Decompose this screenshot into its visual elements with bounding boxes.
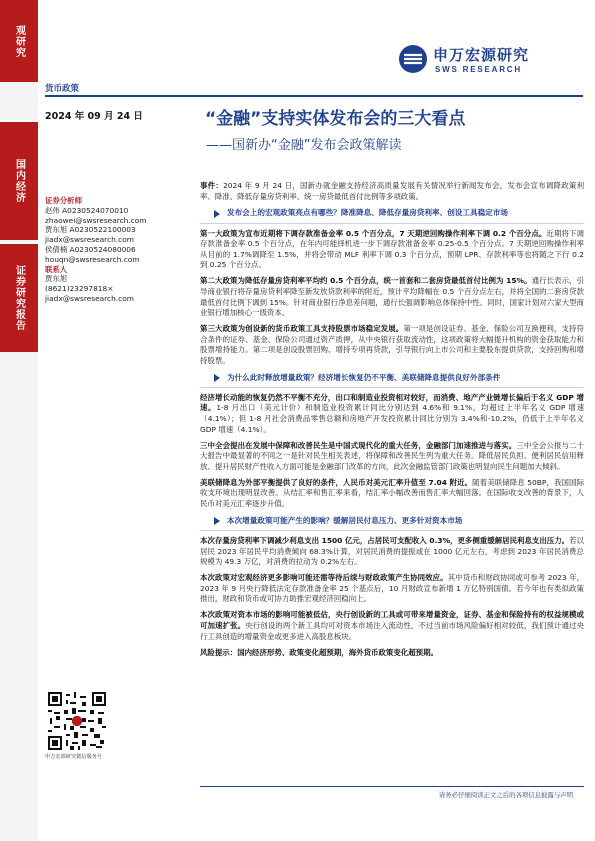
analyst-line[interactable]: zhaowei@swsresearch.com	[45, 215, 147, 225]
strip-tag-domestic-economy: 国内经济	[0, 120, 38, 240]
section-divider	[200, 387, 584, 388]
analyst-line[interactable]: houqn@swsresearch.com	[45, 254, 140, 264]
event-paragraph: 事件：2024 年 9 月 24 日，国新办就金融支持经济高质量发展有关情况举行新闻发布会，发布会宣布调降政策利率、降准、降低存量房贷利率、统一房贷最低首付比例等多项政策。	[200, 181, 585, 201]
paragraph: 第一大政策为宣布近期将下调存款准备金率 0.5 个百分点，7 天期逆回购操作利率下调 0.2 个百分点。近期将下调存款准备金率 0.5 个百分点，在年内可能择机进一步下调存款准备金率 0.25-0.5 个百分点。7 天期逆回购操作利率从目前的 1.7%调降至 1.5%，并将会带动 MLF 利率下调 0.3 个百分点，预期 LPR、存款利率等也将随之下行 0.2 到 0.25 个百分点。	[200, 228, 584, 270]
report-title: “金融”支持实体发布会的三大看点	[205, 109, 466, 129]
section-heading: 发布会上的宏观政策亮点有哪些？降准降息、降低存量房贷利率、创设工具稳定市场	[200, 208, 584, 220]
section-heading: 为什么此时释放增量政策？经济增长恢复仍不平衡、美联储降息提供良好外部条件	[200, 372, 584, 384]
header-divider	[45, 95, 583, 97]
report-date: 2024 年 09 月 24 日	[45, 111, 143, 122]
section-heading: 本次增量政策可能产生的影响？缓解居民付息压力、更多针对资本市场	[200, 515, 584, 527]
qr-code-icon	[48, 692, 106, 750]
contact-line: (8621)23297818×	[45, 284, 114, 294]
strip-tag-research: 观研究	[0, 0, 38, 82]
footer-divider	[200, 786, 584, 787]
contact-label: 联系人	[45, 264, 68, 274]
analyst-line: 贾东旭 A0230522100003	[45, 225, 136, 235]
contact-line[interactable]: jiadx@swsresearch.com	[45, 293, 134, 303]
paragraph: 本次政策对资本市场的影响可能被低估，央行创设新的工具或可带来增量资金，证券、基金和保险持有的权益规模或可加速扩张。央行创设的两个新工具均可对资本市场注入流动性，不过当前市场风险偏好相对较低，我们预计通过央行工具创造的增量资金或更多进入高股息板块。	[200, 610, 584, 641]
report-subtitle: ——国新办“金融”发布会政策解读	[206, 138, 402, 153]
qr-caption: 申万宏源研究微信服务号	[45, 754, 103, 760]
risk-paragraph: 风险提示：国内经济形势、政策变化超预期，海外货币政策变化超预期。	[200, 647, 438, 657]
brand-name-en: SWS RESEARCH	[435, 65, 522, 74]
paragraph: 第二大政策为降低存量房贷利率平均约 0.5 个百分点，统一首套和二套房贷最低首付比例为 15%。通行长表示，引导商业银行将存量房贷利率降至新发放贷款利率的附近，预计平均降幅在 0.5 个百分点左右，并将全国的二套房贷款最低首付比例下调到 15%。针对商业银行净息差问题，通行长强调影响总体保持中性。同时，国家计划对六家大型商业银行增加核心一级资本。	[200, 276, 585, 318]
paragraph: 第三大政策为创设新的货币政策工具支持股票市场稳定发展。第一项是创设证券、基金、保险公司互换便利，支持符合条件的证券、基金、保险公司通过资产质押，从中央银行获取流动性，这项政策将大幅提升机构的资金获取能力和股票增持能力。第二项是创设股票回购、增持专项再贷款，引导银行向上市公司和主要股东提供贷款，支持回购和增持股票。	[200, 324, 584, 365]
paragraph: 本次政策对宏观经济更多影响可能还需等待后续与财政政策产生协同效应。其中货币和财政协同或可参考 2023 年，2023 年 9 月央行降低法定存款准备金率 25 个基点后，10 月财政宣布新增 1 万亿特别国债。若今年也有类似政策推出，财政和货币或可协力助推宏观经济回稳向上。	[200, 573, 585, 604]
section-divider	[200, 223, 584, 224]
sws-logo-icon	[398, 44, 428, 74]
paragraph: 三中全会提出在发展中保障和改善民生是中国式现代化的重大任务，金融部门加速推进与落实。三中全会公报与二十大报告中最显著的不同之一是针对民生相关表述，将保障和改善民生列为重大任务。降低居民负担、便利居民信用释放、提升居民财产性收入方面可能是金融部门改革的方向，此次金融监管部门政策也明显向民生问题加大倾斜。	[200, 440, 584, 471]
analyst-line: 侯倩楠 A0230524080006	[45, 244, 136, 254]
strip-tag-securities-report: 证券研究报告	[0, 242, 38, 352]
triangle-bullet-icon	[214, 374, 220, 382]
paragraph: 美联储降息为外部平衡提供了良好的条件，人民币对美元汇率升值至 7.04 附近。随着美联储降息 50BP，我国国际收支环境出现明显改善。从结汇率和售汇率来看，结汇率小幅改善而售汇率大幅回落。在国际收支改善的背景下，人民币对美元汇率逐步升值。	[200, 477, 585, 508]
triangle-bullet-icon	[214, 517, 220, 525]
report-body	[200, 181, 584, 663]
triangle-bullet-icon	[214, 210, 220, 218]
brand-name-cn: 申万宏源研究	[433, 46, 530, 64]
analyst-line: 赵伟 A0230524070010	[45, 205, 129, 215]
section-divider	[200, 530, 584, 531]
side-strip	[0, 0, 38, 841]
paragraph: 本次存量房贷利率下调减少利息支出 1500 亿元，占居民可支配收入 0.3%，更多侧重缓解居民利息支出压力。若以居民 2023 年居民平均消费倾向 68.3%计算，对居民消费的提振或在 1000 亿元左右，考虑到 2023 年居民消费总规模为 49.3 万亿，对消费的拉动为 0.2%左右。	[200, 535, 584, 567]
report-category: 货币政策	[45, 84, 80, 94]
analyst-line[interactable]: jiadx@swsresearch.com	[45, 235, 134, 245]
analyst-label: 证券分析师	[45, 196, 82, 205]
paragraph: 经济增长动能的恢复仍然不平衡不充分，出口和制造业投资相对较好，而消费、地产产业链增长偏后于名义 GDP 增速。1-8 月出口（美元计价）和制造业投资累计同比分别达到 4.6%和 9.1%，均超过上半年名义 GDP 增速（4.1%）；但 1-8 月社会消费品零售总额和房地产开发投资累计同比分别为 3.4%和-10.2%，仍低于上半年名义 GDP 增速（4.1%）。	[200, 392, 585, 434]
disclaimer-note[interactable]: 请务必仔细阅读正文之后的各项信息披露与声明	[438, 791, 573, 799]
contact-line: 贾东旭	[45, 274, 68, 284]
analyst-info	[45, 196, 197, 304]
